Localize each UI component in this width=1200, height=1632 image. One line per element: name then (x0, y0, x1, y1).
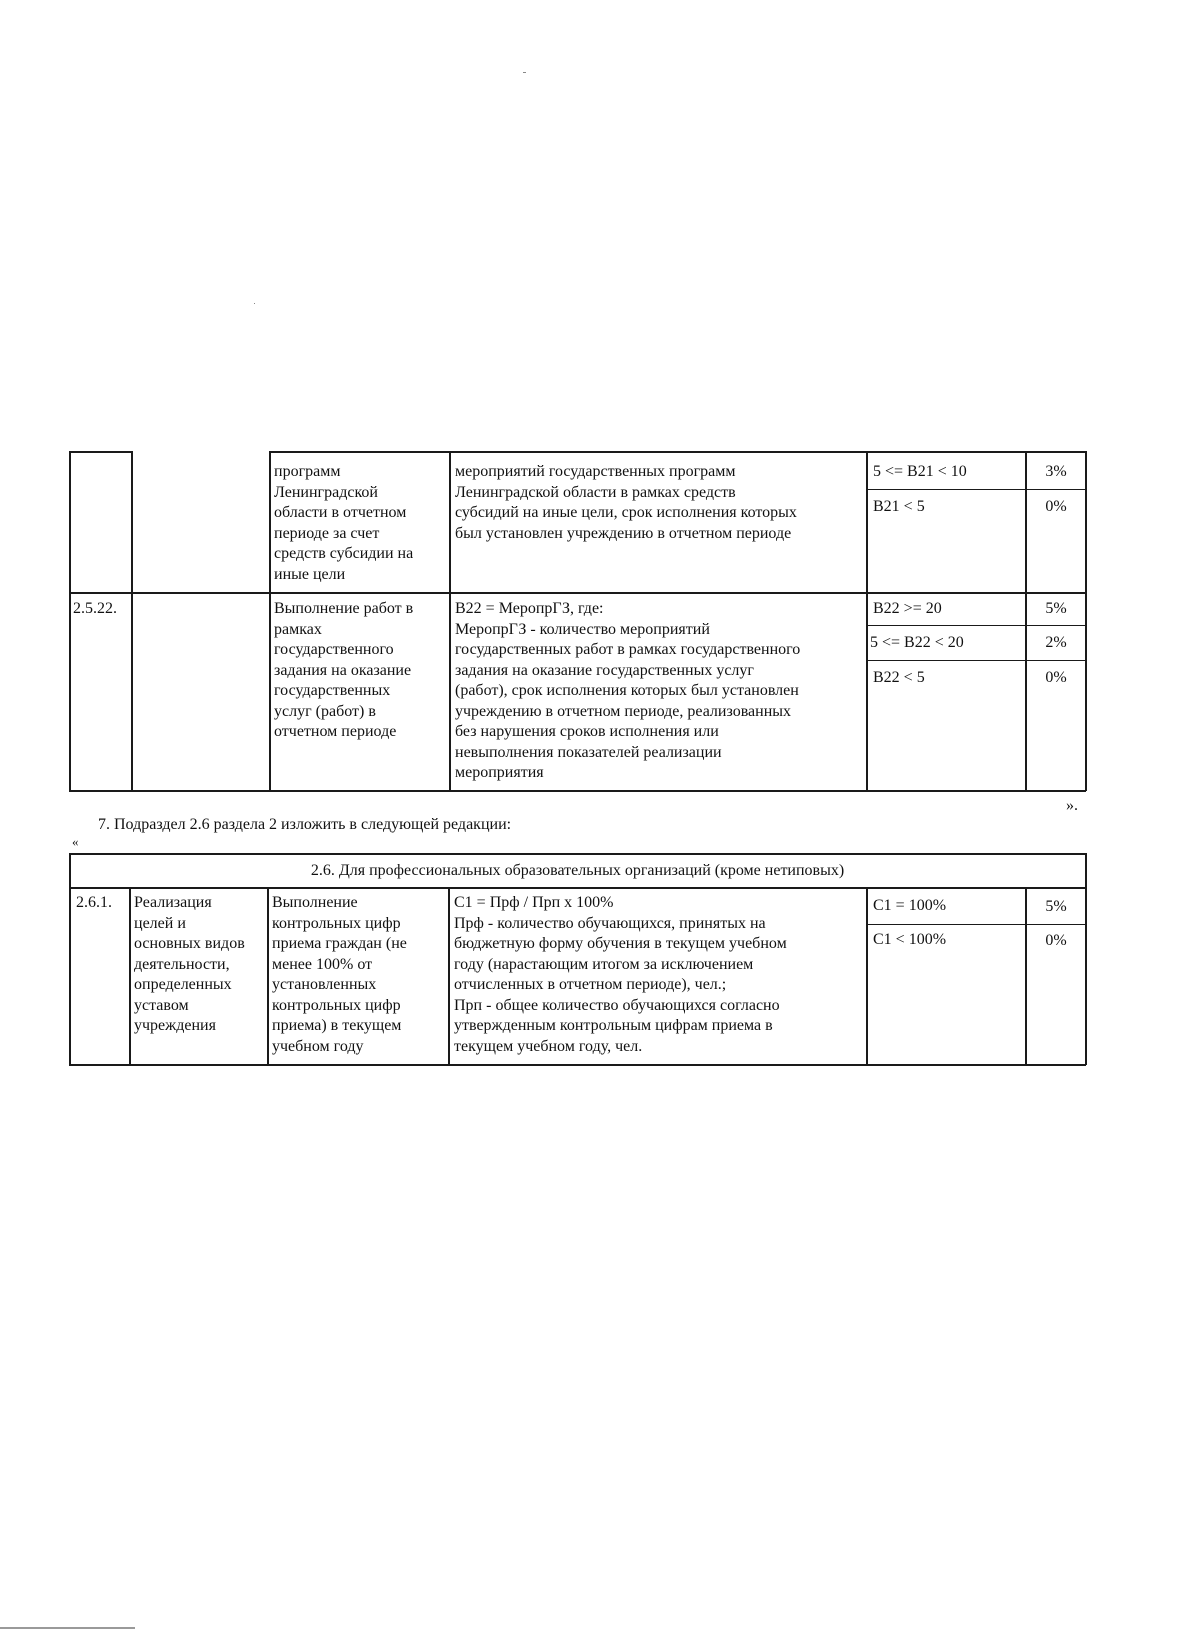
text-line: основных видов (134, 935, 245, 952)
condition-text: 5 <= В22 < 20 (870, 634, 964, 651)
text-line: деятельности, (134, 955, 230, 973)
text-line: задания на оказание государственных услуг (455, 661, 754, 679)
section-header: 2.6. Для профессиональных образовательных организаций (кроме нетиповых) (310, 862, 845, 879)
condition-text: В21 < 5 (873, 498, 925, 515)
score-value: 2% (1045, 634, 1067, 651)
scan-speck (523, 72, 526, 73)
score-value: 3% (1045, 463, 1067, 480)
text-line: области в отчетном (274, 504, 407, 521)
score-value: 5% (1045, 898, 1067, 915)
text-line: без нарушения сроков исполнения или (455, 723, 719, 740)
text-line: приема граждан (не (272, 935, 407, 952)
text-line: утвержденным контрольным цифрам приема в (454, 1017, 773, 1034)
text-line: программ (274, 463, 341, 480)
scan-speck (254, 303, 255, 304)
score-value: 5% (1045, 600, 1067, 617)
text-line: установленных (272, 976, 377, 993)
text-line: Выполнение работ в (274, 600, 414, 617)
text-line: мероприятия (455, 764, 544, 781)
text-line: Ленинградской области в рамках средств (455, 483, 736, 501)
text-line: средств субсидии на (274, 545, 414, 562)
text-line: приема) в текущем (272, 1017, 402, 1034)
text-line: Реализация (134, 894, 212, 911)
text-line: контрольных цифр (272, 996, 401, 1014)
text-line: государственного (274, 641, 394, 658)
closing-quote: ». (1066, 797, 1078, 814)
text-line: государственных (274, 682, 391, 699)
text-line: мероприятий государственных программ (455, 463, 736, 480)
text-line: иные цели (274, 565, 346, 583)
text-line: текущем учебном году, чел. (454, 1037, 643, 1055)
criterion-name (274, 599, 413, 743)
text-line: Прп - общее количество обучающихся согласно (454, 996, 780, 1014)
text-line: учебном году (272, 1037, 364, 1055)
text-line: учреждению в отчетном периоде, реализованных (455, 702, 792, 720)
criterion-formula (455, 599, 800, 784)
condition-text: С1 = 100% (873, 897, 947, 914)
text-line: учреждения (134, 1017, 216, 1034)
text-line: государственных работ в рамках государственного (455, 641, 801, 658)
condition-text: С1 < 100% (873, 931, 947, 948)
opening-quote: « (72, 834, 79, 849)
criterion-formula (455, 462, 797, 544)
criterion-name (272, 893, 407, 1057)
text-line: периоде за счет (274, 524, 380, 542)
text-line: году (нарастающим итогом за исключением (454, 955, 754, 973)
text-line: целей и (134, 914, 186, 932)
text-line: невыполнения показателей реализации (455, 743, 722, 761)
text-line: определенных (134, 976, 232, 993)
text-line: услуг (работ) в (274, 702, 376, 720)
criterion-number: 2.6.1. (76, 894, 112, 911)
text-line: С1 = Прф / Прп x 100% (454, 894, 614, 911)
text-line: Ленинградской (274, 483, 378, 501)
criterion-formula (454, 893, 787, 1057)
criterion-number: 2.5.22. (73, 600, 117, 617)
text-line: субсидий на иные цели, срок исполнения которых (455, 504, 797, 521)
text-line: Выполнение (272, 894, 358, 911)
condition-text: 5 <= В21 < 10 (873, 463, 967, 480)
text-line: отчетном периоде (274, 723, 397, 740)
criterion-goal (134, 893, 245, 1037)
condition-text: В22 >= 20 (873, 600, 942, 617)
text-line: МеропрГЗ - количество мероприятий (455, 620, 710, 638)
text-line: уставом (134, 996, 189, 1014)
scan-edge-line (0, 1627, 135, 1629)
text-line: задания на оказание (274, 661, 412, 679)
text-line: отчисленных в отчетном периоде), чел.; (454, 976, 727, 993)
text-line: был установлен учреждению в отчетном периоде (455, 524, 792, 542)
text-line: (работ), срок исполнения которых был установлен (455, 682, 799, 699)
amendment-instruction: 7. Подраздел 2.6 раздела 2 изложить в следующей редакции: (98, 816, 512, 833)
text-line: рамках (274, 620, 322, 638)
text-line: бюджетную форму обучения в текущем учебном (454, 935, 787, 952)
text-line: менее 100% от (272, 955, 373, 973)
criterion-name (274, 462, 413, 585)
score-value: 0% (1045, 932, 1067, 949)
score-value: 0% (1045, 498, 1067, 515)
text-line: контрольных цифр (272, 914, 401, 932)
score-value: 0% (1045, 669, 1067, 686)
text-line: Прф - количество обучающихся, принятых на (454, 914, 766, 932)
text-line: В22 = МеропрГЗ, где: (455, 600, 604, 617)
condition-text: В22 < 5 (873, 669, 925, 686)
